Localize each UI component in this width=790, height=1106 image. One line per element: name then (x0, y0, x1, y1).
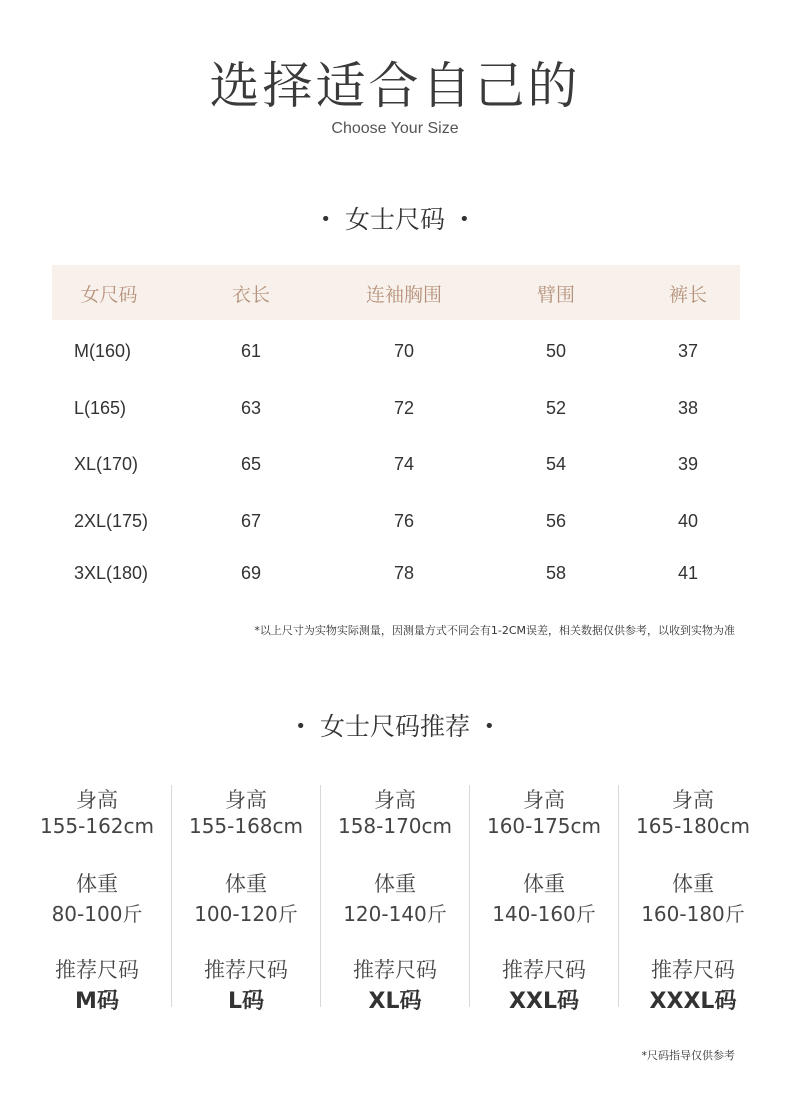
recommended-size: XXXL码 (649, 989, 737, 1014)
weight-value: 160-180斤 (641, 902, 745, 926)
height-value: 155-162cm (39, 814, 155, 838)
column-header: 裤长 (668, 284, 708, 306)
recommended-size-label: 推荐尺码 (651, 958, 735, 982)
table-cell: 58 (545, 563, 567, 583)
height-label: 身高 (76, 788, 118, 812)
recommendation-title: 女士尺码推荐 (319, 712, 470, 741)
table-cell: M(160) (74, 341, 132, 361)
size-table (52, 265, 740, 583)
recommendation-card (321, 780, 469, 1014)
column-header: 女尺码 (80, 284, 138, 306)
heading-dot-right: • (484, 716, 495, 737)
table-cell: 63 (240, 398, 262, 418)
height-label: 身高 (374, 788, 416, 812)
recommended-size: M码 (75, 989, 119, 1014)
recommendation-note: *尺码指导仅供参考 (641, 1049, 735, 1062)
weight-label: 体重 (523, 872, 565, 896)
recommendation-card (172, 780, 320, 1014)
height-label: 身高 (225, 788, 267, 812)
height-value: 160-175cm (486, 814, 602, 838)
table-row (52, 454, 740, 474)
size-chart-heading (0, 200, 790, 236)
page-title: 选择适合自己的 (209, 57, 581, 115)
table-cell: 74 (393, 454, 415, 474)
weight-label: 体重 (374, 872, 416, 896)
weight-value: 100-120斤 (194, 902, 298, 926)
weight-label: 体重 (672, 872, 714, 896)
table-row (52, 563, 740, 583)
table-cell: 61 (240, 341, 262, 361)
heading-dot-left: • (295, 716, 306, 737)
size-chart-title: 女士尺码 (344, 205, 445, 234)
size-recommendation-grid (23, 780, 767, 1014)
table-cell: 67 (240, 511, 262, 531)
table-row (52, 341, 740, 361)
weight-value: 140-160斤 (492, 902, 596, 926)
table-cell: XL(170) (74, 454, 139, 474)
height-label: 身高 (672, 788, 714, 812)
height-value: 155-168cm (188, 814, 304, 838)
page-subtitle: Choose Your Size (331, 120, 459, 137)
table-cell: 39 (677, 454, 699, 474)
recommended-size-label: 推荐尺码 (204, 958, 288, 982)
height-label: 身高 (523, 788, 565, 812)
weight-label: 体重 (76, 872, 118, 896)
table-cell: 41 (677, 563, 699, 583)
table-cell: 54 (545, 454, 567, 474)
recommended-size: XL码 (368, 989, 422, 1014)
table-cell: 56 (545, 511, 567, 531)
size-table-header (52, 265, 740, 320)
recommendation-card (470, 780, 618, 1014)
table-cell: 38 (677, 398, 699, 418)
heading-dot-left: • (320, 209, 331, 230)
table-cell: 65 (240, 454, 262, 474)
recommendation-heading (0, 707, 790, 743)
height-value: 158-170cm (337, 814, 453, 838)
column-header: 衣长 (231, 284, 271, 306)
recommended-size-label: 推荐尺码 (55, 958, 139, 982)
table-cell: 37 (677, 341, 699, 361)
recommended-size: L码 (227, 989, 265, 1014)
weight-value: 80-100斤 (51, 902, 143, 926)
recommended-size-label: 推荐尺码 (353, 958, 437, 982)
table-row (52, 511, 740, 531)
weight-value: 120-140斤 (343, 902, 447, 926)
table-cell: 2XL(175) (74, 511, 149, 531)
table-cell: L(165) (74, 398, 127, 418)
table-cell: 76 (393, 511, 415, 531)
table-row (52, 398, 740, 418)
table-cell: 70 (393, 341, 415, 361)
table-cell: 72 (393, 398, 415, 418)
recommended-size-label: 推荐尺码 (502, 958, 586, 982)
heading-dot-right: • (459, 209, 470, 230)
table-cell: 50 (545, 341, 567, 361)
table-cell: 78 (393, 563, 415, 583)
size-chart-note: *以上尺寸为实物实际测量，因测量方式不同会有1-2CM误差，相关数据仅供参考，以收到实物为准 (254, 624, 735, 637)
table-cell: 69 (240, 563, 262, 583)
table-cell: 40 (677, 511, 699, 531)
weight-label: 体重 (225, 872, 267, 896)
height-value: 165-180cm (635, 814, 751, 838)
column-header: 连袖胸围 (365, 284, 443, 306)
column-header: 臂围 (536, 284, 576, 306)
table-cell: 3XL(180) (74, 563, 149, 583)
recommendation-card (23, 780, 171, 1014)
recommended-size: XXL码 (509, 989, 579, 1014)
recommendation-card (619, 780, 767, 1014)
table-cell: 52 (545, 398, 567, 418)
